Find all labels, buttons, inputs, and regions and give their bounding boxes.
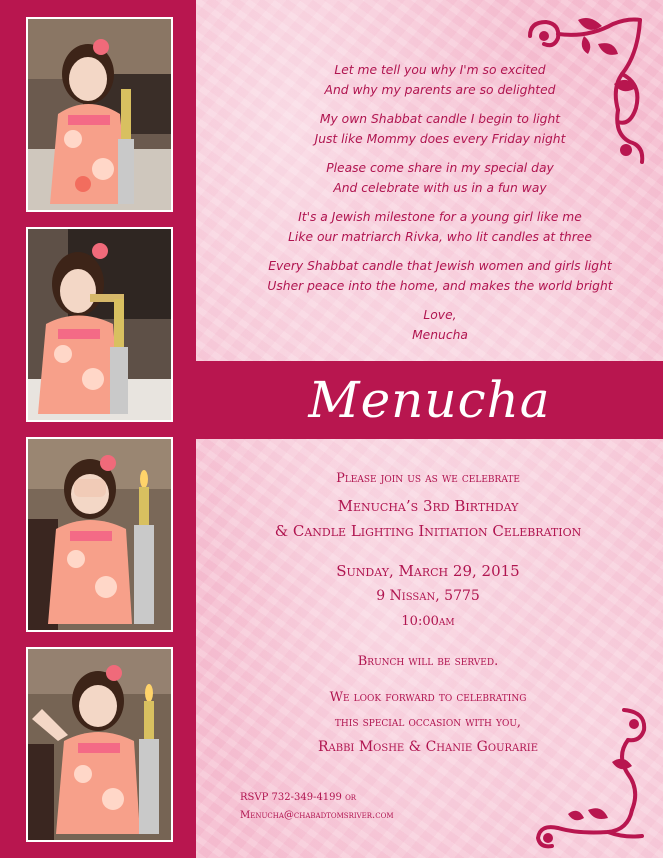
poem-line: And celebrate with us in a fun way: [333, 181, 547, 195]
event-title-line2: & Candle Lighting Initiation Celebration: [274, 522, 582, 540]
poem-line: And why my parents are so delighted: [324, 83, 556, 97]
poem-closing: Love,: [423, 308, 457, 322]
closing-line2: this special occasion with you,: [334, 715, 522, 730]
poem-stanza: [240, 158, 640, 198]
poem-line: Let me tell you why I'm so excited: [334, 63, 546, 77]
poem-line: My own Shabbat candle I begin to light: [319, 112, 561, 126]
invitation-intro: Please join us as we celebrate: [336, 471, 520, 486]
closing-line1: We look forward to celebrating: [329, 690, 527, 705]
rsvp-email[interactable]: Menucha@chabadtomsriver.com: [240, 810, 394, 821]
photo-girl-with-candle-1: [26, 17, 173, 212]
name-banner: Menucha: [308, 371, 551, 429]
poem-stanza: [240, 109, 640, 149]
hosts: Rabbi Moshe & Chanie Gourarie: [317, 739, 539, 755]
photo-girl-with-candle-4: [26, 647, 173, 842]
poem-stanza: [240, 60, 640, 100]
poem-line: Usher peace into the home, and makes the world bright: [267, 279, 613, 293]
poem-stanza: [240, 256, 640, 296]
brunch-note: Brunch will be served.: [357, 654, 499, 669]
photo-girl-with-candle-3: [26, 437, 173, 632]
event-hebrew-date: 9 Nissan, 5775: [376, 588, 480, 604]
poem-line: Like our matriarch Rivka, who lit candles at three: [288, 230, 592, 244]
rsvp-phone: RSVP 732-349-4199 or: [240, 792, 357, 803]
poem-line: Please come share in my special day: [326, 161, 554, 175]
rsvp: [240, 789, 394, 825]
event-date: Sunday, March 29, 2015: [336, 562, 520, 580]
poem-line: Just like Mommy does every Friday night: [314, 132, 566, 146]
event-title-line1: Menucha’s 3rd Birthday: [337, 497, 519, 515]
poem-signoff: [240, 305, 640, 345]
poem-line: It's a Jewish milestone for a young girl like me: [298, 210, 582, 224]
photo-girl-with-candle-2: [26, 227, 173, 422]
event-time: 10:00am: [401, 614, 455, 629]
poem: [240, 60, 640, 354]
swirl-corner-ornament-icon: [528, 706, 653, 851]
poem-signature: Menucha: [412, 328, 468, 342]
poem-line: Every Shabbat candle that Jewish women and girls light: [268, 259, 612, 273]
poem-stanza: [240, 207, 640, 247]
